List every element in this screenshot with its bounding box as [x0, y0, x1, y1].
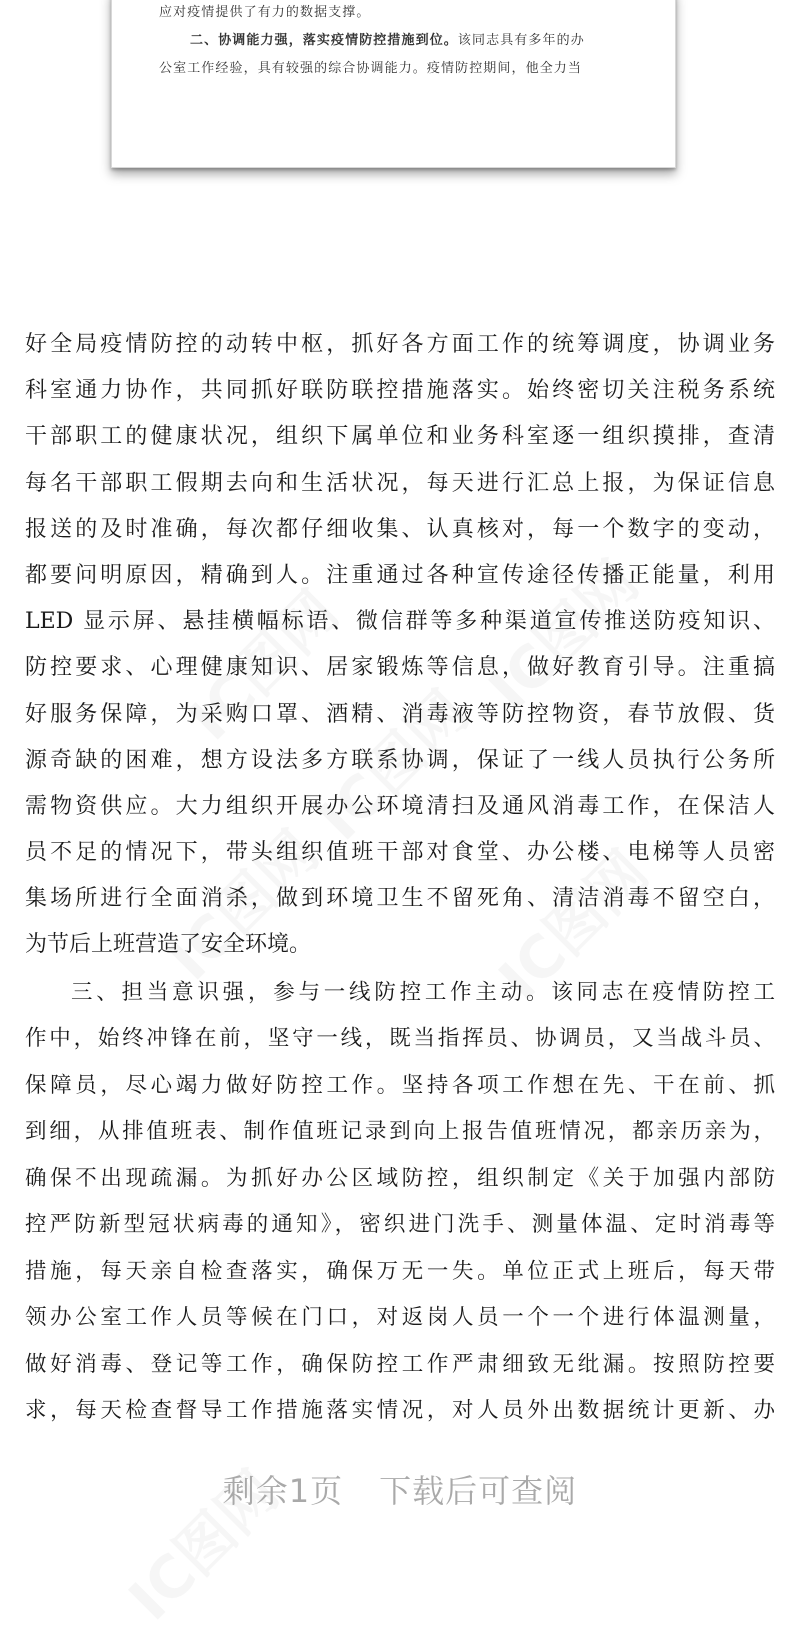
remaining-pages-label: 剩余1页	[222, 1472, 344, 1510]
text-line: 确保不出现疏漏。为抓好办公区域防控，组织制定《关于加强内部防	[25, 1165, 775, 1191]
text-line: 求，每天检查督导工作措施落实情况，对人员外出数据统计更新、办	[25, 1398, 775, 1424]
text-line: 员不足的情况下，带头组织值班干部对食堂、办公楼、电梯等人员密	[25, 840, 775, 866]
text-line: 领办公室工作人员等候在门口，对返岗人员一个一个进行体温测量，	[25, 1305, 775, 1331]
text-line: 好服务保障，为采购口罩、酒精、消毒液等防控物资，春节放假、货	[25, 701, 775, 727]
text-line: 报送的及时准确，每次都仔细收集、认真核对，每一个数字的变动，	[25, 516, 775, 542]
paragraph-coordination	[25, 322, 775, 969]
card-text-fragment: 该同志具有多年的办	[457, 33, 585, 48]
text-line: 措施，每天亲自检查落实，确保万无一失。单位正式上班后，每天带	[25, 1258, 775, 1284]
card-text-line: 公室工作经验，具有较强的综合协调能力。疫情防控期间，他全力当	[159, 61, 583, 76]
download-prompt[interactable]	[0, 1466, 800, 1512]
text-line: 干部职工的健康状况，组织下属单位和业务科室逐一组织摸排，查清	[25, 424, 775, 450]
download-to-view-label[interactable]: 下载后可查阅	[379, 1472, 578, 1510]
text-line: 三、担当意识强，参与一线防控工作主动。该同志在疫情防控工	[71, 979, 775, 1005]
card-text-line	[190, 29, 585, 48]
paragraph-responsibility	[25, 970, 775, 1435]
text-line: 都要问明原因，精确到人。注重通过各种宣传途径传播正能量，利用	[25, 562, 775, 588]
page-preview-card	[111, 0, 676, 168]
text-line: 防控要求、心理健康知识、居家锻炼等信息，做好教育引导。注重搞	[25, 655, 775, 681]
text-line: 做好消毒、登记等工作，确保防控工作严肃细致无纰漏。按照防控要	[25, 1351, 775, 1377]
text-line: 保障员，尽心竭力做好防控工作。坚持各项工作想在先、干在前、抓	[25, 1072, 775, 1098]
text-line: 控严防新型冠状病毒的通知》，密织进门洗手、测量体温、定时消毒等	[25, 1212, 775, 1238]
text-line: 源奇缺的困难，想方设法多方联系协调，保证了一线人员执行公务所	[25, 747, 775, 773]
text-line: 为节后上班营造了安全环境。	[25, 932, 312, 958]
text-line: 到细，从排值班表、制作值班记录到向上报告值班情况，都亲历亲为，	[25, 1119, 775, 1145]
section-heading: 二、协调能力强，落实疫情防控措施到位。	[190, 33, 458, 48]
text-line: 好全局疫情防控的动转中枢，抓好各方面工作的统筹调度，协调业务	[25, 332, 775, 357]
text-line: 每名干部职工假期去向和生活状况，每天进行汇总上报，为保证信息	[25, 470, 775, 496]
text-line: LED 显示屏、悬挂横幅标语、微信群等多种渠道宣传推送防疫知识、	[25, 609, 775, 635]
text-line: 科室通力协作，共同抓好联防联控措施落实。始终密切关注税务系统	[25, 378, 775, 404]
document-body	[25, 322, 775, 1435]
text-line: 需物资供应。大力组织开展办公环境清扫及通风消毒工作，在保洁人	[25, 793, 775, 819]
text-line: 作中，始终冲锋在前，坚守一线，既当指挥员、协调员，又当战斗员、	[25, 1026, 775, 1052]
text-line: 集场所进行全面消杀，做到环境卫生不留死角、清洁消毒不留空白，	[25, 886, 775, 912]
card-text-line: 应对疫情提供了有力的数据支撑。	[159, 5, 371, 20]
